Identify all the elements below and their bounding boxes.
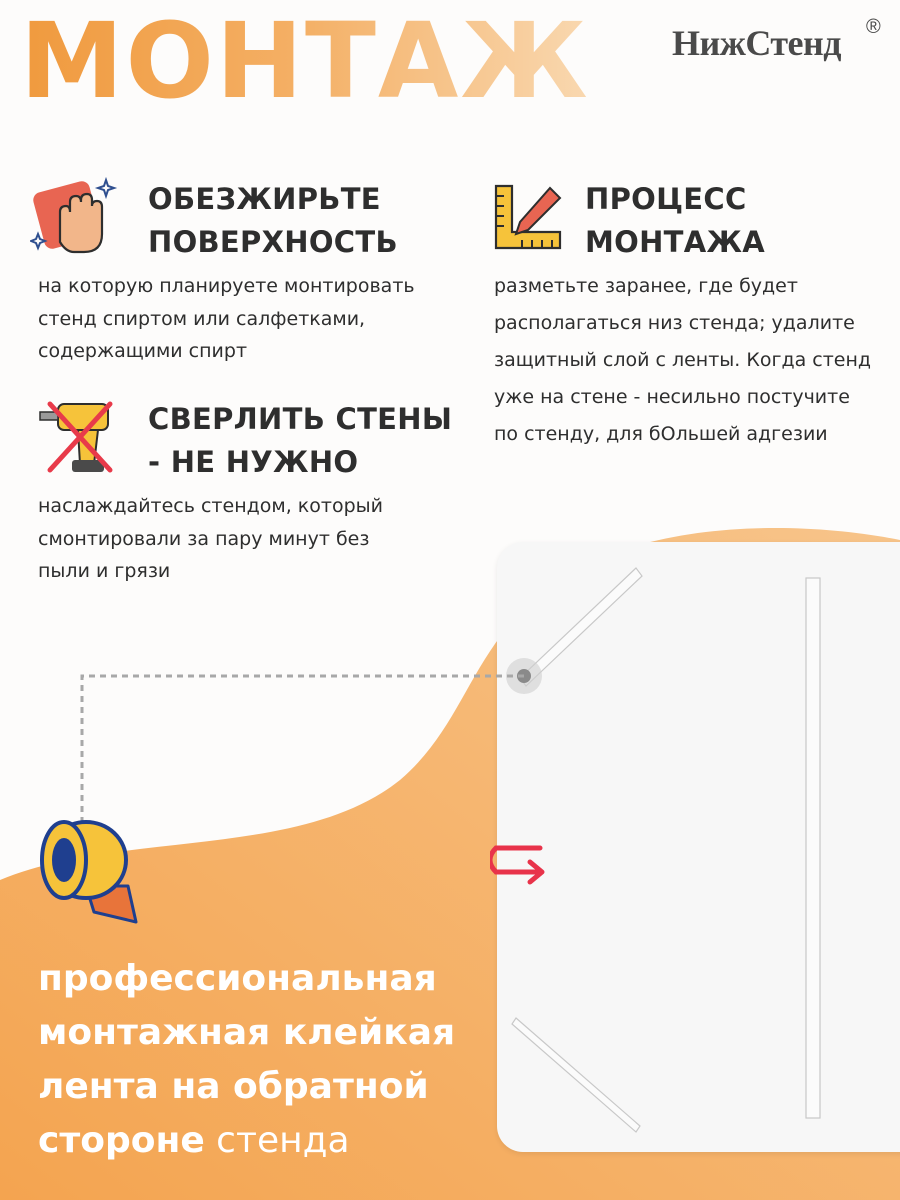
adhesive-tape-icon: [36, 816, 140, 928]
step-mount-title: ПРОЦЕСС МОНТАЖА: [585, 182, 766, 259]
step-nodrill-text: наслаждайтесь стендом, который смонтировали за пару минут без пыли и грязи: [38, 495, 383, 582]
brand-logo: НижСтенд: [672, 23, 841, 63]
no-drill-icon: [36, 398, 120, 476]
tape-description: профессиональная монтажная клейкая лента на обратной стороне стенда: [38, 958, 456, 1161]
step-wipe-text: на которую планируете монтировать стенд спиртом или салфетками, содержащими спирт: [38, 275, 415, 362]
callout-connector: [76, 670, 526, 830]
step-wipe-title: ОБЕЗЖИРЬТЕ ПОВЕРХНОСТЬ: [148, 182, 398, 259]
step-mount-text: разметьте заранее, где будет располагаться низ стенда; удалите защитный слой с ленты. Когда стенд уже на стене - несильно постучите по стенду, для бОльшей адгезии: [494, 275, 872, 445]
ruler-pencil-icon: [494, 184, 564, 250]
wipe-surface-icon: [30, 172, 118, 260]
step-nodrill-title: СВЕРЛИТЬ СТЕНЫ - НЕ НУЖНО: [148, 402, 453, 479]
panel-details: [490, 560, 900, 1200]
registered-mark: ®: [866, 16, 881, 38]
page-title: МОНТАЖ: [20, 0, 590, 122]
